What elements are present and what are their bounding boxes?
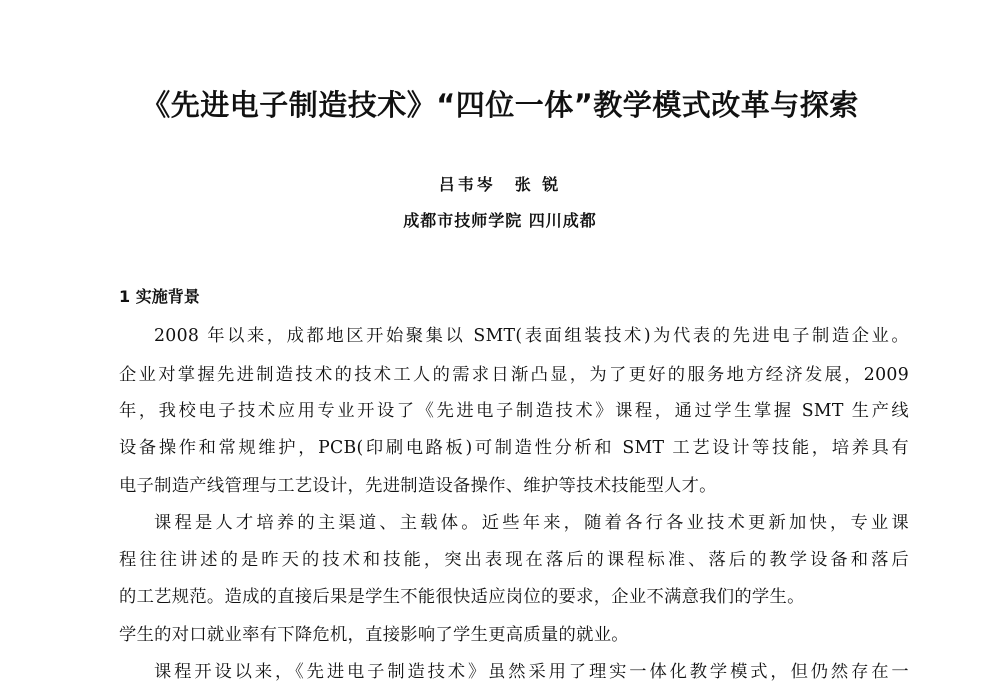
body-line: 课程是人才培养的主渠道、主载体。近些年来，随着各行各业技术更新加快，专业课 [154,513,909,533]
body-line: 年，我校电子技术应用专业开设了《先进电子制造技术》课程，通过学生掌握 SMT 生产线 [119,401,909,421]
body-line: 学生的对口就业率有下降危机，直接影响了学生更高质量的就业。 [119,625,629,645]
body-line: 电子制造产线管理与工艺设计，先进制造设备操作、维护等技术技能型人才。 [119,476,717,496]
paper-title: 《先进电子制造技术》“四位一体”教学模式改革与探索 [141,88,859,122]
paper-affiliation: 成都市技师学院 四川成都 [403,211,597,230]
paper-authors: 吕韦岑 张 锐 [438,175,562,194]
body-line: 的工艺规范。造成的直接后果是学生不能很快适应岗位的要求，企业不满意我们的学生。 [119,587,805,607]
section-heading: 1 实施背景 [119,287,200,306]
body-line: 程往往讲述的是昨天的技术和技能，突出表现在落后的课程标准、落后的教学设备和落后 [119,550,909,570]
body-line: 2008 年以来，成都地区开始聚集以 SMT(表面组装技术)为代表的先进电子制造企业。 [154,326,909,346]
body-line: 设备操作和常规维护，PCB(印刷电路板)可制造性分析和 SMT 工艺设计等技能，培养具有 [119,438,909,458]
body-line: 企业对掌握先进制造技术的技术工人的需求日渐凸显，为了更好的服务地方经济发展，2009 [119,365,909,385]
body-line: 课程开设以来，《先进电子制造技术》虽然采用了理实一体化教学模式，但仍然存在一 [154,662,909,682]
